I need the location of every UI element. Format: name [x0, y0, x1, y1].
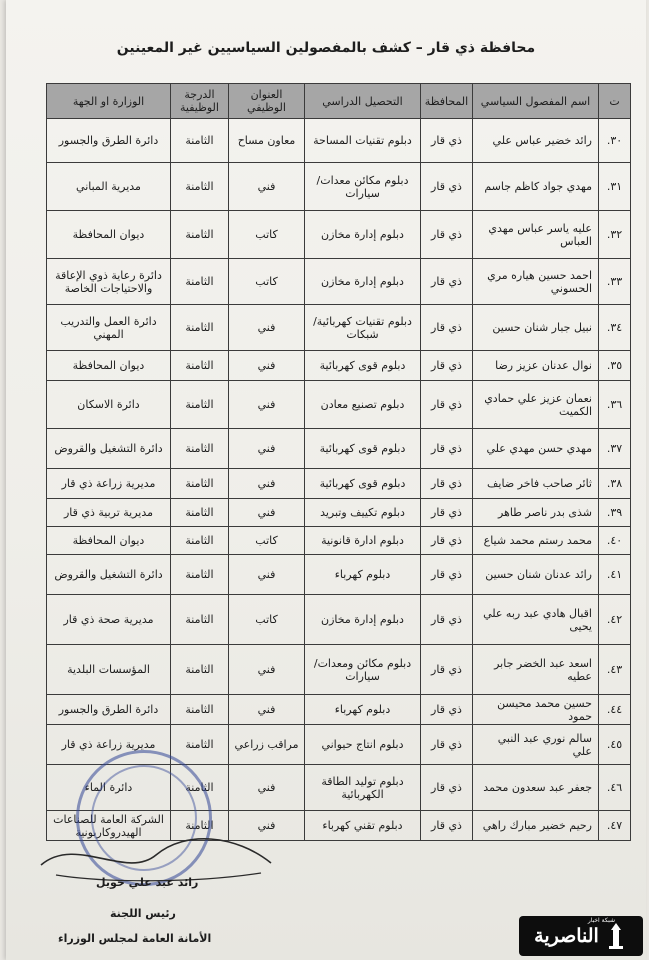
- cell-gov: ذي قار: [421, 695, 473, 725]
- cell-edu: دبلوم تقنيات المساحة: [305, 119, 421, 163]
- cell-ministry: دائرة رعاية ذوي الإعاقة والاحتياجات الخاصة: [47, 259, 171, 305]
- cell-num: ٤٥.: [599, 725, 631, 765]
- table-row: [47, 725, 631, 765]
- cell-ministry: دائرة التشغيل والقروض: [47, 429, 171, 469]
- table-row: [47, 351, 631, 381]
- cell-job: فني: [229, 163, 305, 211]
- header-governorate: المحافظة: [421, 84, 473, 119]
- table-row: [47, 305, 631, 351]
- minaret-icon: [604, 922, 628, 950]
- cell-gov: ذي قار: [421, 469, 473, 499]
- table-row: [47, 259, 631, 305]
- cell-edu: دبلوم قوى كهربائية: [305, 351, 421, 381]
- logo-subtitle: شبكة اخبار: [587, 917, 615, 924]
- cell-ministry: دائرة العمل والتدريب المهني: [47, 305, 171, 351]
- cell-grade: الثامنة: [171, 211, 229, 259]
- cell-ministry: مديرية زراعة ذي قار: [47, 469, 171, 499]
- header-job-title: العنوان الوظيفي: [229, 84, 305, 119]
- table-row: [47, 695, 631, 725]
- cell-name: رحيم خضير مبارك راهي: [473, 811, 599, 841]
- cell-num: ٣٣.: [599, 259, 631, 305]
- cell-name: اسعد عبد الخضر جابر عطيه: [473, 645, 599, 695]
- cell-ministry: دائرة الطرق والجسور: [47, 119, 171, 163]
- cell-grade: الثامنة: [171, 725, 229, 765]
- cell-job: فني: [229, 555, 305, 595]
- cell-num: ٤٤.: [599, 695, 631, 725]
- cell-num: ٤٧.: [599, 811, 631, 841]
- cell-gov: ذي قار: [421, 259, 473, 305]
- table-row: [47, 119, 631, 163]
- cell-name: احمد حسين هياره مري الحسوني: [473, 259, 599, 305]
- table-row: [47, 163, 631, 211]
- cell-edu: دبلوم ادارة قانونية: [305, 527, 421, 555]
- cell-edu: دبلوم كهرباء: [305, 695, 421, 725]
- cell-gov: ذي قار: [421, 381, 473, 429]
- cell-name: جعفر عبد سعدون محمد: [473, 765, 599, 811]
- header-num: ت: [599, 84, 631, 119]
- cell-name: شذى بدر ناصر طاهر: [473, 499, 599, 527]
- cell-name: حسين محمد محيسن حمود: [473, 695, 599, 725]
- cell-edu: دبلوم توليد الطاقة الكهربائية: [305, 765, 421, 811]
- cell-num: ٤٠.: [599, 527, 631, 555]
- signatory-name: رائد عبد علي حويل: [96, 876, 199, 889]
- cell-job: كاتب: [229, 595, 305, 645]
- cell-gov: ذي قار: [421, 725, 473, 765]
- cell-name: نعمان عزيز علي حمادي الكميت: [473, 381, 599, 429]
- cell-grade: الثامنة: [171, 527, 229, 555]
- table-row: [47, 555, 631, 595]
- cell-job: كاتب: [229, 259, 305, 305]
- cell-grade: الثامنة: [171, 555, 229, 595]
- cell-grade: الثامنة: [171, 259, 229, 305]
- cell-gov: ذي قار: [421, 527, 473, 555]
- cell-gov: ذي قار: [421, 645, 473, 695]
- cell-grade: الثامنة: [171, 469, 229, 499]
- cell-name: مهدي حسن مهدي علي: [473, 429, 599, 469]
- cell-ministry: مديرية المباني: [47, 163, 171, 211]
- cell-edu: دبلوم مكائن معدات/ سيارات: [305, 163, 421, 211]
- cell-ministry: ديوان المحافظة: [47, 351, 171, 381]
- table-body: [47, 119, 631, 841]
- cell-job: فني: [229, 429, 305, 469]
- cell-job: كاتب: [229, 211, 305, 259]
- cell-name: اقبال هادي عبد ربه علي يحيى: [473, 595, 599, 645]
- cell-grade: الثامنة: [171, 429, 229, 469]
- cell-edu: دبلوم تقنيات كهربائية/ شبكات: [305, 305, 421, 351]
- cell-grade: الثامنة: [171, 811, 229, 841]
- cell-num: ٤١.: [599, 555, 631, 595]
- cell-job: فني: [229, 351, 305, 381]
- cell-edu: دبلوم إدارة مخازن: [305, 211, 421, 259]
- cell-job: فني: [229, 499, 305, 527]
- cell-ministry: المؤسسات البلدية: [47, 645, 171, 695]
- cell-job: معاون مساح: [229, 119, 305, 163]
- cell-job: فني: [229, 645, 305, 695]
- cell-grade: الثامنة: [171, 119, 229, 163]
- cell-ministry: ديوان المحافظة: [47, 527, 171, 555]
- cell-edu: دبلوم قوى كهربائية: [305, 429, 421, 469]
- cell-num: ٣٦.: [599, 381, 631, 429]
- signatory-organization: الأمانة العامة لمجلس الوزراء: [58, 932, 212, 945]
- cell-num: ٣٩.: [599, 499, 631, 527]
- cell-gov: ذي قار: [421, 555, 473, 595]
- cell-edu: دبلوم إدارة مخازن: [305, 595, 421, 645]
- cell-grade: الثامنة: [171, 305, 229, 351]
- cell-num: ٣٧.: [599, 429, 631, 469]
- cell-num: ٣٨.: [599, 469, 631, 499]
- cell-num: ٣٢.: [599, 211, 631, 259]
- cell-ministry: دائرة الماء: [47, 765, 171, 811]
- cell-gov: ذي قار: [421, 119, 473, 163]
- table-row: [47, 381, 631, 429]
- cell-job: فني: [229, 695, 305, 725]
- cell-gov: ذي قار: [421, 163, 473, 211]
- document-page: [6, 0, 646, 960]
- cell-name: ثائر صاحب فاخر ضايف: [473, 469, 599, 499]
- nasiriyah-news-logo: [519, 916, 643, 956]
- table-row: [47, 811, 631, 841]
- table-row: [47, 527, 631, 555]
- table-row: [47, 595, 631, 645]
- table-row: [47, 765, 631, 811]
- cell-ministry: دائرة الطرق والجسور: [47, 695, 171, 725]
- header-grade: الدرجة الوظيفية: [171, 84, 229, 119]
- cell-num: ٤٦.: [599, 765, 631, 811]
- cell-name: عليه ياسر عباس مهدي العباس: [473, 211, 599, 259]
- cell-job: فني: [229, 305, 305, 351]
- table-row: [47, 211, 631, 259]
- cell-num: ٣٥.: [599, 351, 631, 381]
- cell-grade: الثامنة: [171, 351, 229, 381]
- cell-name: سالم نوري عبد النبي علي: [473, 725, 599, 765]
- cell-grade: الثامنة: [171, 381, 229, 429]
- cell-gov: ذي قار: [421, 429, 473, 469]
- cell-edu: دبلوم تكييف وتبريد: [305, 499, 421, 527]
- cell-num: ٣٠.: [599, 119, 631, 163]
- header-ministry: الوزارة او الجهة: [47, 84, 171, 119]
- cell-job: مراقب زراعي: [229, 725, 305, 765]
- cell-gov: ذي قار: [421, 211, 473, 259]
- cell-grade: الثامنة: [171, 499, 229, 527]
- cell-name: محمد رستم محمد شياع: [473, 527, 599, 555]
- cell-gov: ذي قار: [421, 351, 473, 381]
- cell-ministry: دائرة التشغيل والقروض: [47, 555, 171, 595]
- logo-text: الناصرية: [534, 925, 599, 947]
- cell-job: فني: [229, 811, 305, 841]
- cell-edu: دبلوم قوى كهربائية: [305, 469, 421, 499]
- cell-name: مهدي جواد كاظم جاسم: [473, 163, 599, 211]
- cell-ministry: دائرة الاسكان: [47, 381, 171, 429]
- cell-name: رائد عدنان شنان حسين: [473, 555, 599, 595]
- cell-edu: دبلوم مكائن ومعدات/ سيارات: [305, 645, 421, 695]
- cell-grade: الثامنة: [171, 695, 229, 725]
- cell-num: ٤٢.: [599, 595, 631, 645]
- table-header-row: [47, 84, 631, 119]
- cell-edu: دبلوم تصنيع معادن: [305, 381, 421, 429]
- cell-job: كاتب: [229, 527, 305, 555]
- cell-grade: الثامنة: [171, 645, 229, 695]
- header-name: اسم المفصول السياسي: [473, 84, 599, 119]
- cell-num: ٣١.: [599, 163, 631, 211]
- table-row: [47, 645, 631, 695]
- cell-num: ٣٤.: [599, 305, 631, 351]
- cell-ministry: مديرية تربية ذي قار: [47, 499, 171, 527]
- cell-ministry: ديوان المحافظة: [47, 211, 171, 259]
- cell-edu: دبلوم انتاج حيواني: [305, 725, 421, 765]
- cell-job: فني: [229, 381, 305, 429]
- cell-name: نبيل جبار شنان حسين: [473, 305, 599, 351]
- cell-gov: ذي قار: [421, 595, 473, 645]
- cell-name: نوال عدنان عزيز رضا: [473, 351, 599, 381]
- cell-grade: الثامنة: [171, 595, 229, 645]
- cell-ministry: الشركة العامة للصناعات الهيدروكاربونية: [47, 811, 171, 841]
- cell-num: ٤٣.: [599, 645, 631, 695]
- cell-ministry: مديرية صحة ذي قار: [47, 595, 171, 645]
- cell-edu: دبلوم كهرباء: [305, 555, 421, 595]
- cell-edu: دبلوم تقني كهرباء: [305, 811, 421, 841]
- cell-name: رائد خضير عباس علي: [473, 119, 599, 163]
- cell-grade: الثامنة: [171, 765, 229, 811]
- signatory-role: رئيس اللجنة: [110, 907, 176, 920]
- cell-job: فني: [229, 765, 305, 811]
- cell-ministry: مديرية زراعة ذي قار: [47, 725, 171, 765]
- cell-gov: ذي قار: [421, 305, 473, 351]
- table-row: [47, 429, 631, 469]
- table-row: [47, 469, 631, 499]
- cell-edu: دبلوم إدارة مخازن: [305, 259, 421, 305]
- cell-gov: ذي قار: [421, 811, 473, 841]
- dismissed-list-table: [46, 83, 631, 841]
- table-row: [47, 499, 631, 527]
- cell-job: فني: [229, 469, 305, 499]
- cell-gov: ذي قار: [421, 765, 473, 811]
- document-title: محافظة ذي قار – كشف بالمفصولين السياسيين غير المعينين: [116, 40, 536, 56]
- header-education: التحصيل الدراسي: [305, 84, 421, 119]
- cell-gov: ذي قار: [421, 499, 473, 527]
- cell-grade: الثامنة: [171, 163, 229, 211]
